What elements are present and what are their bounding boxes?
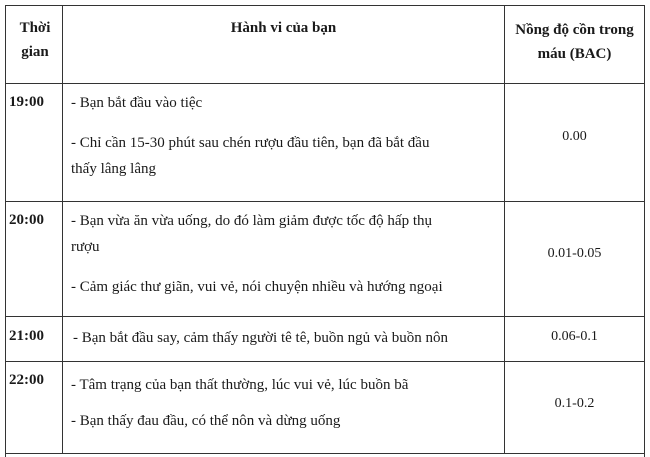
header-bac-cell xyxy=(505,6,644,83)
bac-cell xyxy=(505,84,644,201)
time-value: 19:00 xyxy=(9,94,44,110)
bac-value: 0.00 xyxy=(562,129,587,144)
behavior-line: - Tâm trạng của bạn thất thường, lúc vui vẻ, lúc buồn bã xyxy=(71,377,409,393)
header-bac-line1: Nồng độ cồn trong xyxy=(515,22,634,38)
time-value: 21:00 xyxy=(9,328,44,344)
bac-value: 0.1-0.2 xyxy=(554,396,595,411)
behavior-line: rượu xyxy=(71,239,100,255)
time-value: 22:00 xyxy=(9,372,44,388)
behavior-line: - Bạn bắt đầu vào tiệc xyxy=(71,95,203,111)
behavior-cell xyxy=(63,202,505,316)
table-row xyxy=(6,362,644,454)
behavior-line: - Bạn thấy đau đầu, có thể nôn và dừng uống xyxy=(71,413,341,429)
time-cell xyxy=(6,202,63,316)
header-bac-line2: máu (BAC) xyxy=(537,46,612,62)
time-value: 20:00 xyxy=(9,212,44,228)
table-row xyxy=(6,202,644,317)
behavior-line: - Cảm giác thư giãn, vui vẻ, nói chuyện nhiều và hướng ngoại xyxy=(71,279,443,295)
bac-value: 0.01-0.05 xyxy=(547,246,602,261)
bac-cell xyxy=(505,317,644,361)
behavior-cell xyxy=(63,362,505,453)
time-cell xyxy=(6,362,63,453)
header-time-cell xyxy=(6,6,63,83)
header-bac xyxy=(505,18,644,66)
header-behavior-cell xyxy=(63,6,505,83)
table-row xyxy=(6,84,644,202)
table-header-row xyxy=(6,6,644,84)
bac-value: 0.06-0.1 xyxy=(551,329,598,344)
behavior-cell xyxy=(63,317,505,361)
header-behavior: Hành vi của bạn xyxy=(230,20,337,36)
time-cell xyxy=(6,317,63,361)
bac-cell xyxy=(505,202,644,316)
header-time xyxy=(12,16,58,64)
behavior-line: - Bạn vừa ăn vừa uống, do đó làm giảm được tốc độ hấp thụ xyxy=(71,213,432,229)
table-row xyxy=(6,317,644,362)
header-time-line2: gian xyxy=(21,44,49,60)
time-cell xyxy=(6,84,63,201)
behavior-line: - Chỉ cần 15-30 phút sau chén rượu đầu tiên, bạn đã bắt đầu xyxy=(71,135,430,151)
behavior-cell xyxy=(63,84,505,201)
behavior-line: - Bạn bắt đầu say, cảm thấy người tê tê, buồn ngủ và buồn nôn xyxy=(73,330,449,346)
bac-timeline-table xyxy=(5,5,645,457)
behavior-line: thấy lâng lâng xyxy=(71,161,156,177)
header-time-line1: Thời xyxy=(19,20,51,36)
bac-cell xyxy=(505,362,644,453)
